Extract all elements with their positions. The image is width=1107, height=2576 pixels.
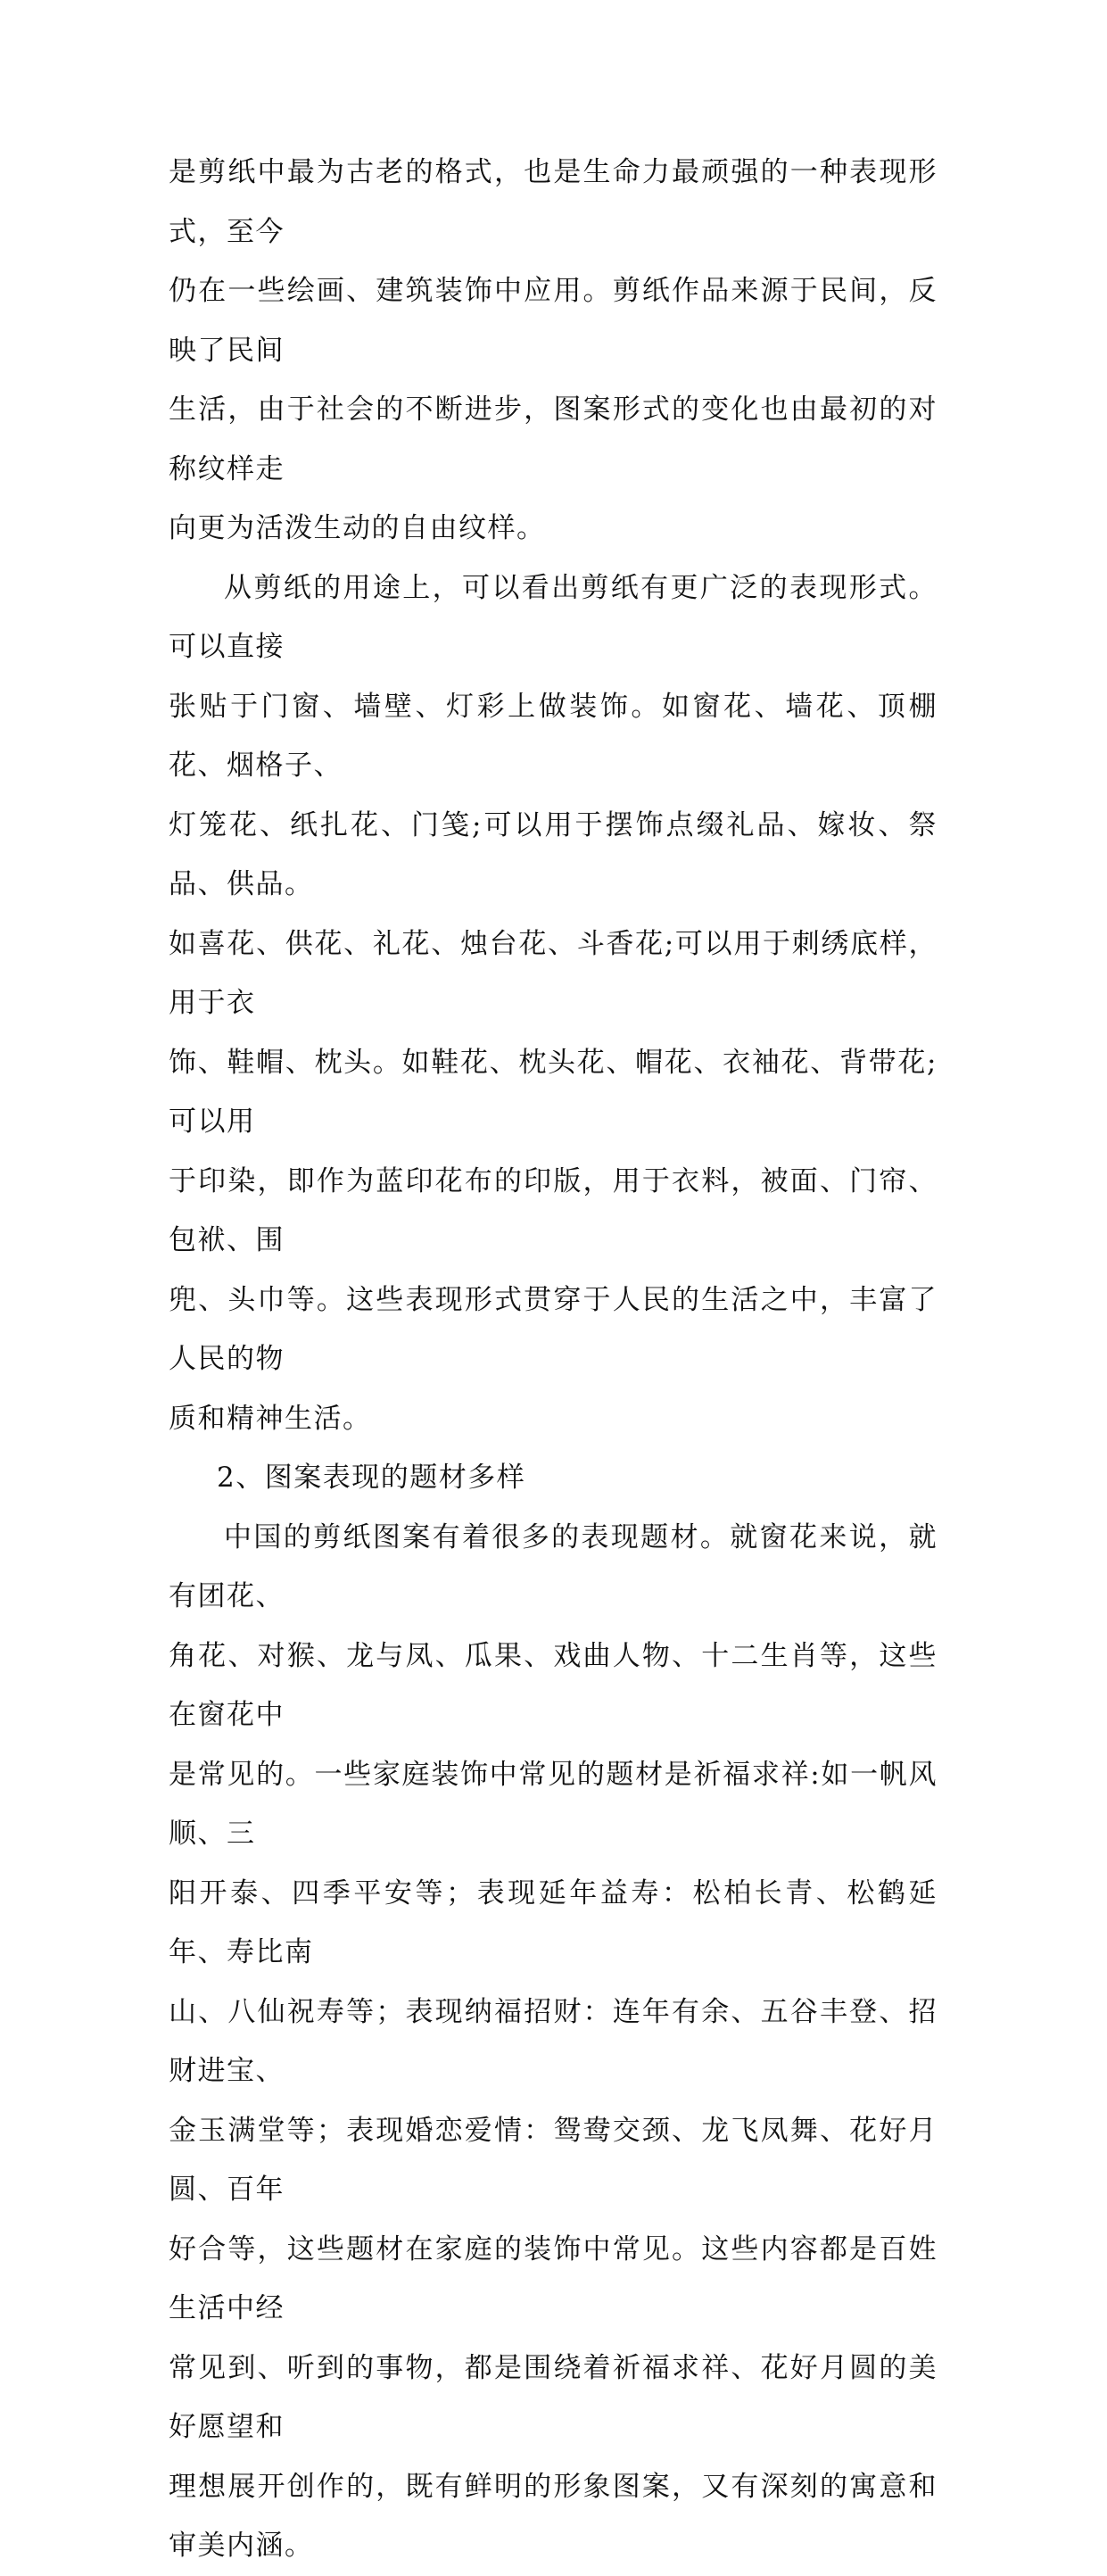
text-line: 好合等，这些题材在家庭的装饰中常见。这些内容都是百姓生活中经 xyxy=(169,2232,938,2324)
text-line: 灯笼花、纸扎花、门笺;可以用于摆饰点缀礼品、嫁妆、祭品、供品。 xyxy=(169,808,938,900)
text-line: 金玉满堂等；表现婚恋爱情：鸳鸯交颈、龙飞凤舞、花好月圆、百年 xyxy=(169,2114,938,2206)
text-line: 向更为活泼生动的自由纹样。 xyxy=(169,512,546,544)
paragraph-1 xyxy=(169,143,938,559)
text-line: 理想展开创作的，既有鲜明的形象图案，又有深刻的寓意和审美内涵。 xyxy=(169,2470,938,2562)
paragraph-2 xyxy=(169,559,938,1449)
text-line: 如喜花、供花、礼花、烛台花、斗香花;可以用于刺绣底样，用于衣 xyxy=(169,927,938,1019)
text-line: 于印染，即作为蓝印花布的印版，用于衣料，被面、门帘、包袱、围 xyxy=(169,1164,938,1256)
text-line: 张贴于门窗、墙壁、灯彩上做装饰。如窗花、墙花、顶棚花、烟格子、 xyxy=(169,690,938,782)
text-line: 是剪纸中最为古老的格式，也是生命力最顽强的一种表现形式，至今 xyxy=(169,156,938,248)
section-heading: 2、图案表现的题材多样 xyxy=(217,1462,526,1494)
text-line: 山、八仙祝寿等；表现纳福招财：连年有余、五谷丰登、招财进宝、 xyxy=(169,1995,938,2087)
text-line: 从剪纸的用途上，可以看出剪纸有更广泛的表现形式。可以直接 xyxy=(169,571,938,663)
text-line: 中国的剪纸图案有着很多的表现题材。就窗花来说，就有团花、 xyxy=(169,1520,938,1612)
text-line: 是常见的。一些家庭装饰中常见的题材是祈福求祥:如一帆风顺、三 xyxy=(169,1758,938,1850)
text-line: 兜、头巾等。这些表现形式贯穿于人民的生活之中，丰富了人民的物 xyxy=(169,1283,938,1375)
paragraph-3 xyxy=(169,1508,938,2576)
text-line: 常见到、听到的事物，都是围绕着祈福求祥、花好月圆的美好愿望和 xyxy=(169,2351,938,2443)
text-line: 阳开泰、四季平安等；表现延年益寿：松柏长青、松鹤延年、寿比南 xyxy=(169,1876,938,1968)
text-line: 角花、对猴、龙与凤、瓜果、戏曲人物、十二生肖等，这些在窗花中 xyxy=(169,1639,938,1731)
text-line: 质和精神生活。 xyxy=(169,1402,372,1435)
text-line: 仍在一些绘画、建筑装饰中应用。剪纸作品来源于民间，反映了民间 xyxy=(169,275,938,367)
body-text xyxy=(169,143,938,2576)
text-line: 生活，由于社会的不断进步，图案形式的变化也由最初的对称纹样走 xyxy=(169,393,938,485)
text-line: 饰、鞋帽、枕头。如鞋花、枕头花、帽花、衣袖花、背带花;可以用 xyxy=(169,1046,938,1138)
